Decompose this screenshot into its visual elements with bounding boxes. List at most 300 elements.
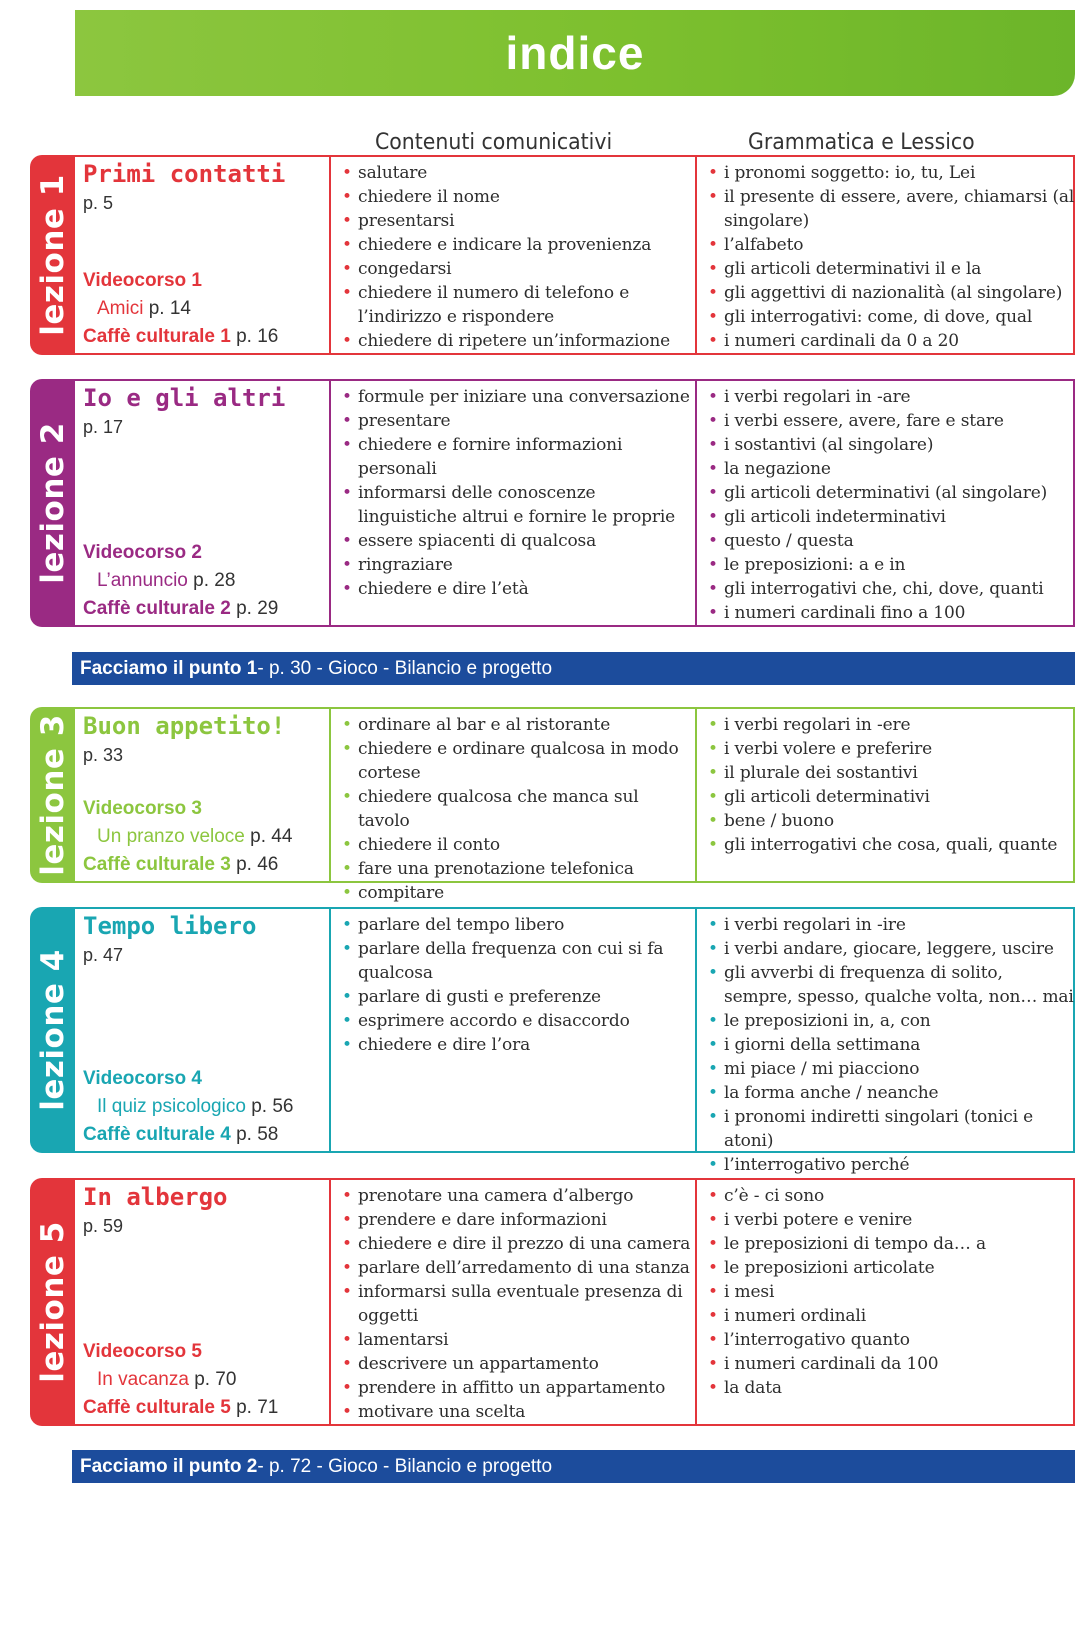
bullet-icon: • xyxy=(342,579,352,599)
list-item xyxy=(707,433,1075,457)
list-item xyxy=(341,1352,695,1376)
list-item xyxy=(341,209,695,233)
lesson-info xyxy=(75,379,329,627)
index-title: indice xyxy=(505,27,645,79)
lesson-tab-label: lezione 5 xyxy=(34,1221,71,1383)
list-item xyxy=(341,1256,695,1280)
list-item-text: prendere in affitto un appartamento xyxy=(358,1378,666,1398)
bullet-icon: • xyxy=(708,387,718,407)
list-item-text: fare una prenotazione telefonica xyxy=(358,859,634,879)
episode-line[interactable] xyxy=(97,823,292,851)
list-item xyxy=(707,913,1075,937)
bullet-icon: • xyxy=(342,835,352,855)
lesson-title[interactable]: In albergo xyxy=(83,1183,228,1211)
list-item xyxy=(341,329,695,353)
cafe-page: p. 71 xyxy=(236,1397,279,1418)
lesson-tab-label: lezione 4 xyxy=(34,949,71,1111)
list-item-text: i verbi regolari in -ere xyxy=(724,715,911,735)
lesson-extras xyxy=(83,795,292,879)
bullet-icon: • xyxy=(342,555,352,575)
list-item-text: chiedere e fornire informazioni personali xyxy=(358,435,623,479)
list-item-text: la forma anche / neanche xyxy=(724,1083,939,1103)
bullet-icon: • xyxy=(342,1035,352,1055)
lesson-tab xyxy=(30,1178,75,1426)
bullet-icon: • xyxy=(708,1378,718,1398)
review-bar-details: - p. 72 - Gioco - Bilancio e progetto xyxy=(257,1455,553,1477)
episode-title: Un pranzo veloce xyxy=(97,826,245,847)
bullet-icon: • xyxy=(708,1210,718,1230)
list-item xyxy=(341,481,695,529)
bullet-icon: • xyxy=(708,1354,718,1374)
grammar-column xyxy=(697,1178,1075,1426)
list-item xyxy=(707,961,1075,1009)
bullet-icon: • xyxy=(708,483,718,503)
list-item-text: chiedere e dire l’età xyxy=(358,579,529,599)
episode-line[interactable] xyxy=(97,1366,278,1394)
list-item-text: i pronomi indiretti singolari (tonici e atoni) xyxy=(724,1107,1034,1151)
bullet-icon: • xyxy=(342,283,352,303)
bullet-icon: • xyxy=(708,307,718,327)
list-item xyxy=(341,433,695,481)
communicative-column xyxy=(329,907,697,1153)
list-item-text: compitare xyxy=(358,883,444,903)
list-item-text: i verbi regolari in -are xyxy=(724,387,911,407)
list-item-text: i sostantivi (al singolare) xyxy=(724,435,934,455)
communicative-column xyxy=(329,379,697,627)
bullet-icon: • xyxy=(708,787,718,807)
list-item xyxy=(707,553,1075,577)
list-item xyxy=(341,1208,695,1232)
list-item-text: i numeri cardinali fino a 100 xyxy=(724,603,966,623)
list-item xyxy=(707,937,1075,961)
grammar-list xyxy=(707,385,1075,625)
list-item xyxy=(707,457,1075,481)
lesson-title[interactable]: Tempo libero xyxy=(83,912,257,940)
list-item xyxy=(341,785,695,833)
list-item-text: chiedere e dire l’ora xyxy=(358,1035,531,1055)
list-item-text: lamentarsi xyxy=(358,1330,449,1350)
grammar-list xyxy=(707,713,1075,857)
lesson-info xyxy=(75,1178,329,1426)
bullet-icon: • xyxy=(342,259,352,279)
bullet-icon: • xyxy=(342,1234,352,1254)
list-item xyxy=(707,1328,1075,1352)
videocorso-label[interactable]: Videocorso 5 xyxy=(83,1341,202,1362)
bullet-icon: • xyxy=(342,331,352,351)
bullet-icon: • xyxy=(708,259,718,279)
list-item xyxy=(707,1081,1075,1105)
list-item-text: descrivere un appartamento xyxy=(358,1354,599,1374)
list-item xyxy=(707,185,1075,233)
bullet-icon: • xyxy=(708,187,718,207)
bullet-icon: • xyxy=(342,939,352,959)
lesson-info xyxy=(75,707,329,883)
cafe-page: p. 29 xyxy=(236,598,279,619)
grammar-list xyxy=(707,161,1075,353)
list-item-text: l’interrogativo perché xyxy=(724,1155,910,1175)
list-item xyxy=(341,857,695,881)
list-item-text: chiedere qualcosa che manca sul tavolo xyxy=(358,787,639,831)
list-item-text: chiedere di ripetere un’informazione xyxy=(358,331,671,351)
list-item-text: i verbi andare, giocare, leggere, uscire xyxy=(724,939,1054,959)
episode-line[interactable] xyxy=(97,567,278,595)
list-item xyxy=(707,305,1075,329)
bullet-icon: • xyxy=(342,1378,352,1398)
episode-page: p. 70 xyxy=(194,1369,237,1390)
bullet-icon: • xyxy=(342,235,352,255)
list-item-text: la data xyxy=(724,1378,782,1398)
lesson-title[interactable]: Primi contatti xyxy=(83,160,286,188)
list-item-text: le preposizioni articolate xyxy=(724,1258,935,1278)
list-item-text: gli articoli determinativi xyxy=(724,787,930,807)
lesson-page: p. 47 xyxy=(83,945,124,965)
grammar-column xyxy=(697,907,1075,1175)
cafe-line[interactable] xyxy=(83,851,292,879)
list-item xyxy=(707,1256,1075,1280)
bullet-icon: • xyxy=(708,1011,718,1031)
cafe-line[interactable] xyxy=(83,1394,278,1422)
lesson-tab xyxy=(30,379,75,627)
list-item xyxy=(341,985,695,1009)
episode-title: Amici xyxy=(97,298,144,319)
list-item-text: ordinare al bar e al ristorante xyxy=(358,715,611,735)
list-item xyxy=(341,1328,695,1352)
list-item-text: c’è - ci sono xyxy=(724,1186,825,1206)
header-communicative: Contenuti comunicativi xyxy=(375,130,613,155)
list-item-text: informarsi sulla eventuale presenza di oggetti xyxy=(358,1282,683,1326)
lesson-title[interactable]: Io e gli altri xyxy=(83,384,286,412)
cafe-page: p. 16 xyxy=(236,326,279,347)
bullet-icon: • xyxy=(708,835,718,855)
grammar-column xyxy=(697,379,1075,627)
communicative-column xyxy=(329,155,697,355)
list-item xyxy=(341,577,695,601)
list-item xyxy=(341,1033,695,1057)
lesson-1-block xyxy=(30,155,1075,355)
list-item xyxy=(707,1280,1075,1304)
lesson-5-block xyxy=(30,1178,1075,1426)
bullet-icon: • xyxy=(708,1155,718,1175)
list-item xyxy=(707,505,1075,529)
list-item-text: i numeri cardinali da 100 xyxy=(724,1354,939,1374)
lesson-3-block xyxy=(30,707,1075,903)
lesson-4-block xyxy=(30,907,1075,1175)
cafe-page: p. 46 xyxy=(236,854,279,875)
list-item-text: congedarsi xyxy=(358,259,452,279)
episode-title: L’annuncio xyxy=(97,570,188,591)
list-item xyxy=(707,809,1075,833)
bullet-icon: • xyxy=(708,1330,718,1350)
list-item-text: i verbi potere e venire xyxy=(724,1210,913,1230)
communicative-list xyxy=(341,385,695,601)
communicative-list xyxy=(341,1184,695,1424)
list-item-text: gli articoli indeterminativi xyxy=(724,507,946,527)
list-item xyxy=(341,913,695,937)
list-item-text: i verbi essere, avere, fare e stare xyxy=(724,411,1004,431)
list-item xyxy=(707,233,1075,257)
bullet-icon: • xyxy=(708,1035,718,1055)
list-item xyxy=(707,529,1075,553)
cafe-line[interactable] xyxy=(83,595,278,623)
lesson-info xyxy=(75,907,329,1153)
list-item-text: chiedere e indicare la provenienza xyxy=(358,235,652,255)
videocorso-label[interactable]: Videocorso 2 xyxy=(83,542,202,563)
bullet-icon: • xyxy=(342,715,352,735)
list-item xyxy=(707,385,1075,409)
list-item-text: gli articoli determinativi il e la xyxy=(724,259,982,279)
lesson-tab xyxy=(30,907,75,1153)
list-item-text: i verbi volere e preferire xyxy=(724,739,933,759)
lesson-tab-label: lezione 1 xyxy=(34,174,71,336)
lesson-extras xyxy=(83,1065,293,1149)
list-item xyxy=(707,1352,1075,1376)
list-item xyxy=(707,1376,1075,1400)
bullet-icon: • xyxy=(708,1258,718,1278)
cafe-label: Caffè culturale 1 xyxy=(83,326,231,347)
list-item xyxy=(707,1153,1075,1177)
bullet-icon: • xyxy=(708,763,718,783)
episode-line[interactable] xyxy=(97,295,278,323)
bullet-icon: • xyxy=(342,1258,352,1278)
list-item xyxy=(341,1232,695,1256)
list-item xyxy=(341,1376,695,1400)
bullet-icon: • xyxy=(708,555,718,575)
list-item-text: i giorni della settimana xyxy=(724,1035,921,1055)
list-item-text: motivare una scelta xyxy=(358,1402,526,1422)
bullet-icon: • xyxy=(708,811,718,831)
bullet-icon: • xyxy=(342,1210,352,1230)
list-item-text: gli articoli determinativi (al singolare) xyxy=(724,483,1048,503)
list-item-text: parlare della frequenza con cui si fa qualcosa xyxy=(358,939,664,983)
bullet-icon: • xyxy=(708,963,718,983)
bullet-icon: • xyxy=(342,411,352,431)
list-item xyxy=(707,737,1075,761)
bullet-icon: • xyxy=(708,235,718,255)
list-item xyxy=(707,761,1075,785)
episode-page: p. 56 xyxy=(251,1096,294,1117)
list-item xyxy=(707,785,1075,809)
list-item-text: gli interrogativi che, chi, dove, quanti xyxy=(724,579,1044,599)
list-item xyxy=(341,185,695,209)
list-item xyxy=(707,1057,1075,1081)
list-item-text: ringraziare xyxy=(358,555,453,575)
videocorso-label[interactable]: Videocorso 1 xyxy=(83,270,202,291)
cafe-label: Caffè culturale 5 xyxy=(83,1397,231,1418)
list-item-text: salutare xyxy=(358,163,428,183)
bullet-icon: • xyxy=(342,1330,352,1350)
list-item-text: prenotare una camera d’albergo xyxy=(358,1186,634,1206)
bullet-icon: • xyxy=(708,1186,718,1206)
bullet-icon: • xyxy=(708,283,718,303)
bullet-icon: • xyxy=(708,507,718,527)
list-item xyxy=(707,1232,1075,1256)
bullet-icon: • xyxy=(708,435,718,455)
bullet-icon: • xyxy=(342,987,352,1007)
list-item xyxy=(707,409,1075,433)
communicative-list xyxy=(341,913,695,1057)
list-item xyxy=(341,385,695,409)
grammar-list xyxy=(707,913,1075,1177)
bullet-icon: • xyxy=(708,579,718,599)
list-item xyxy=(707,713,1075,737)
bullet-icon: • xyxy=(708,1107,718,1127)
bullet-icon: • xyxy=(342,1354,352,1374)
list-item-text: parlare del tempo libero xyxy=(358,915,565,935)
list-item-text: i mesi xyxy=(724,1282,775,1302)
list-item-text: informarsi delle conoscenze linguistiche altrui e fornire le proprie xyxy=(358,483,676,527)
bullet-icon: • xyxy=(342,483,352,503)
list-item-text: parlare di gusti e preferenze xyxy=(358,987,601,1007)
list-item-text: esprimere accordo e disaccordo xyxy=(358,1011,630,1031)
list-item-text: presentarsi xyxy=(358,211,455,231)
list-item-text: chiedere e dire il prezzo di una camera xyxy=(358,1234,691,1254)
bullet-icon: • xyxy=(342,883,352,903)
list-item xyxy=(707,281,1075,305)
bullet-icon: • xyxy=(342,187,352,207)
list-item-text: gli avverbi di frequenza di solito, sempre, spesso, qualche volta, non… mai xyxy=(724,963,1074,1007)
communicative-list xyxy=(341,161,695,353)
bullet-icon: • xyxy=(708,1083,718,1103)
list-item-text: le preposizioni: a e in xyxy=(724,555,906,575)
cafe-label: Caffè culturale 4 xyxy=(83,1124,231,1145)
bullet-icon: • xyxy=(708,1059,718,1079)
communicative-column xyxy=(329,1178,697,1426)
list-item xyxy=(707,257,1075,281)
list-item xyxy=(341,1009,695,1033)
list-item xyxy=(707,1009,1075,1033)
list-item-text: le preposizioni di tempo da… a xyxy=(724,1234,986,1254)
lesson-page: p. 5 xyxy=(83,193,114,213)
bullet-icon: • xyxy=(708,1306,718,1326)
list-item-text: essere spiacenti di qualcosa xyxy=(358,531,597,551)
list-item-text: l’interrogativo quanto xyxy=(724,1330,910,1350)
bullet-icon: • xyxy=(708,915,718,935)
bullet-icon: • xyxy=(708,739,718,759)
list-item-text: la negazione xyxy=(724,459,831,479)
header-grammar: Grammatica e Lessico xyxy=(748,130,975,155)
list-item-text: chiedere il nome xyxy=(358,187,500,207)
list-item-text: presentare xyxy=(358,411,451,431)
list-item-text: chiedere e ordinare qualcosa in modo cortese xyxy=(358,739,679,783)
list-item xyxy=(707,481,1075,505)
list-item-text: prendere e dare informazioni xyxy=(358,1210,607,1230)
bullet-icon: • xyxy=(342,787,352,807)
list-item-text: chiedere il numero di telefono e l’indirizzo e rispondere xyxy=(358,283,630,327)
cafe-label: Caffè culturale 3 xyxy=(83,854,231,875)
bullet-icon: • xyxy=(342,531,352,551)
cafe-line[interactable] xyxy=(83,323,278,351)
communicative-column xyxy=(329,707,697,903)
list-item-text: l’alfabeto xyxy=(724,235,804,255)
review-bar-label: Facciamo il punto 1 xyxy=(80,657,258,679)
cafe-line[interactable] xyxy=(83,1121,293,1149)
list-item xyxy=(341,161,695,185)
episode-page: p. 14 xyxy=(148,298,191,319)
list-item xyxy=(341,881,695,905)
episode-page: p. 28 xyxy=(193,570,236,591)
list-item xyxy=(341,1280,695,1328)
list-item xyxy=(341,713,695,737)
lesson-title[interactable]: Buon appetito! xyxy=(83,712,286,740)
list-item xyxy=(707,1208,1075,1232)
bullet-icon: • xyxy=(342,739,352,759)
lesson-2-block xyxy=(30,379,1075,627)
review-bar-details: - p. 30 - Gioco - Bilancio e progetto xyxy=(257,657,553,679)
bullet-icon: • xyxy=(342,1186,352,1206)
bullet-icon: • xyxy=(342,387,352,407)
list-item xyxy=(707,601,1075,625)
list-item xyxy=(707,329,1075,353)
list-item-text: le preposizioni in, a, con xyxy=(724,1011,931,1031)
list-item-text: bene / buono xyxy=(724,811,834,831)
grammar-list xyxy=(707,1184,1075,1400)
list-item xyxy=(341,1400,695,1424)
list-item xyxy=(707,1033,1075,1057)
list-item-text: gli interrogativi: come, di dove, qual xyxy=(724,307,1033,327)
cafe-label: Caffè culturale 2 xyxy=(83,598,231,619)
list-item-text: i numeri ordinali xyxy=(724,1306,866,1326)
grammar-column xyxy=(697,155,1075,355)
list-item-text: mi piace / mi piacciono xyxy=(724,1059,920,1079)
bullet-icon: • xyxy=(708,715,718,735)
list-item-text: il presente di essere, avere, chiamarsi (al singolare) xyxy=(724,187,1075,231)
list-item-text: questo / questa xyxy=(724,531,854,551)
cafe-page: p. 58 xyxy=(236,1124,279,1145)
grammar-column xyxy=(697,707,1075,883)
bullet-icon: • xyxy=(708,1282,718,1302)
list-item xyxy=(707,1304,1075,1328)
list-item-text: formule per iniziare una conversazione xyxy=(358,387,690,407)
bullet-icon: • xyxy=(342,1282,352,1302)
index-banner xyxy=(75,10,1075,96)
list-item-text: chiedere il conto xyxy=(358,835,500,855)
list-item xyxy=(341,937,695,985)
episode-title: In vacanza xyxy=(97,1369,189,1390)
lesson-tab-label: lezione 3 xyxy=(34,714,71,876)
list-item-text: i verbi regolari in -ire xyxy=(724,915,906,935)
episode-page: p. 44 xyxy=(250,826,293,847)
review-bar-1[interactable] xyxy=(72,652,1075,685)
bullet-icon: • xyxy=(342,211,352,231)
bullet-icon: • xyxy=(342,915,352,935)
list-item xyxy=(341,737,695,785)
bullet-icon: • xyxy=(342,859,352,879)
lesson-page: p. 33 xyxy=(83,745,124,765)
lesson-tab-label: lezione 2 xyxy=(34,422,71,584)
episode-title: Il quiz psicologico xyxy=(97,1096,246,1117)
review-bar-2[interactable] xyxy=(72,1450,1075,1483)
videocorso-label[interactable]: Videocorso 4 xyxy=(83,1068,202,1089)
list-item xyxy=(341,553,695,577)
list-item xyxy=(341,409,695,433)
bullet-icon: • xyxy=(342,435,352,455)
bullet-icon: • xyxy=(708,331,718,351)
lesson-page: p. 17 xyxy=(83,417,124,437)
lesson-extras xyxy=(83,539,278,623)
list-item-text: parlare dell’arredamento di una stanza xyxy=(358,1258,690,1278)
list-item xyxy=(341,833,695,857)
lesson-extras xyxy=(83,267,278,351)
lesson-tab xyxy=(30,155,75,355)
review-bar-label: Facciamo il punto 2 xyxy=(80,1455,258,1477)
episode-line[interactable] xyxy=(97,1093,293,1121)
lesson-page: p. 59 xyxy=(83,1216,124,1236)
list-item xyxy=(707,1105,1075,1153)
bullet-icon: • xyxy=(708,531,718,551)
lesson-info xyxy=(75,155,329,355)
videocorso-label[interactable]: Videocorso 3 xyxy=(83,798,202,819)
bullet-icon: • xyxy=(342,1402,352,1422)
